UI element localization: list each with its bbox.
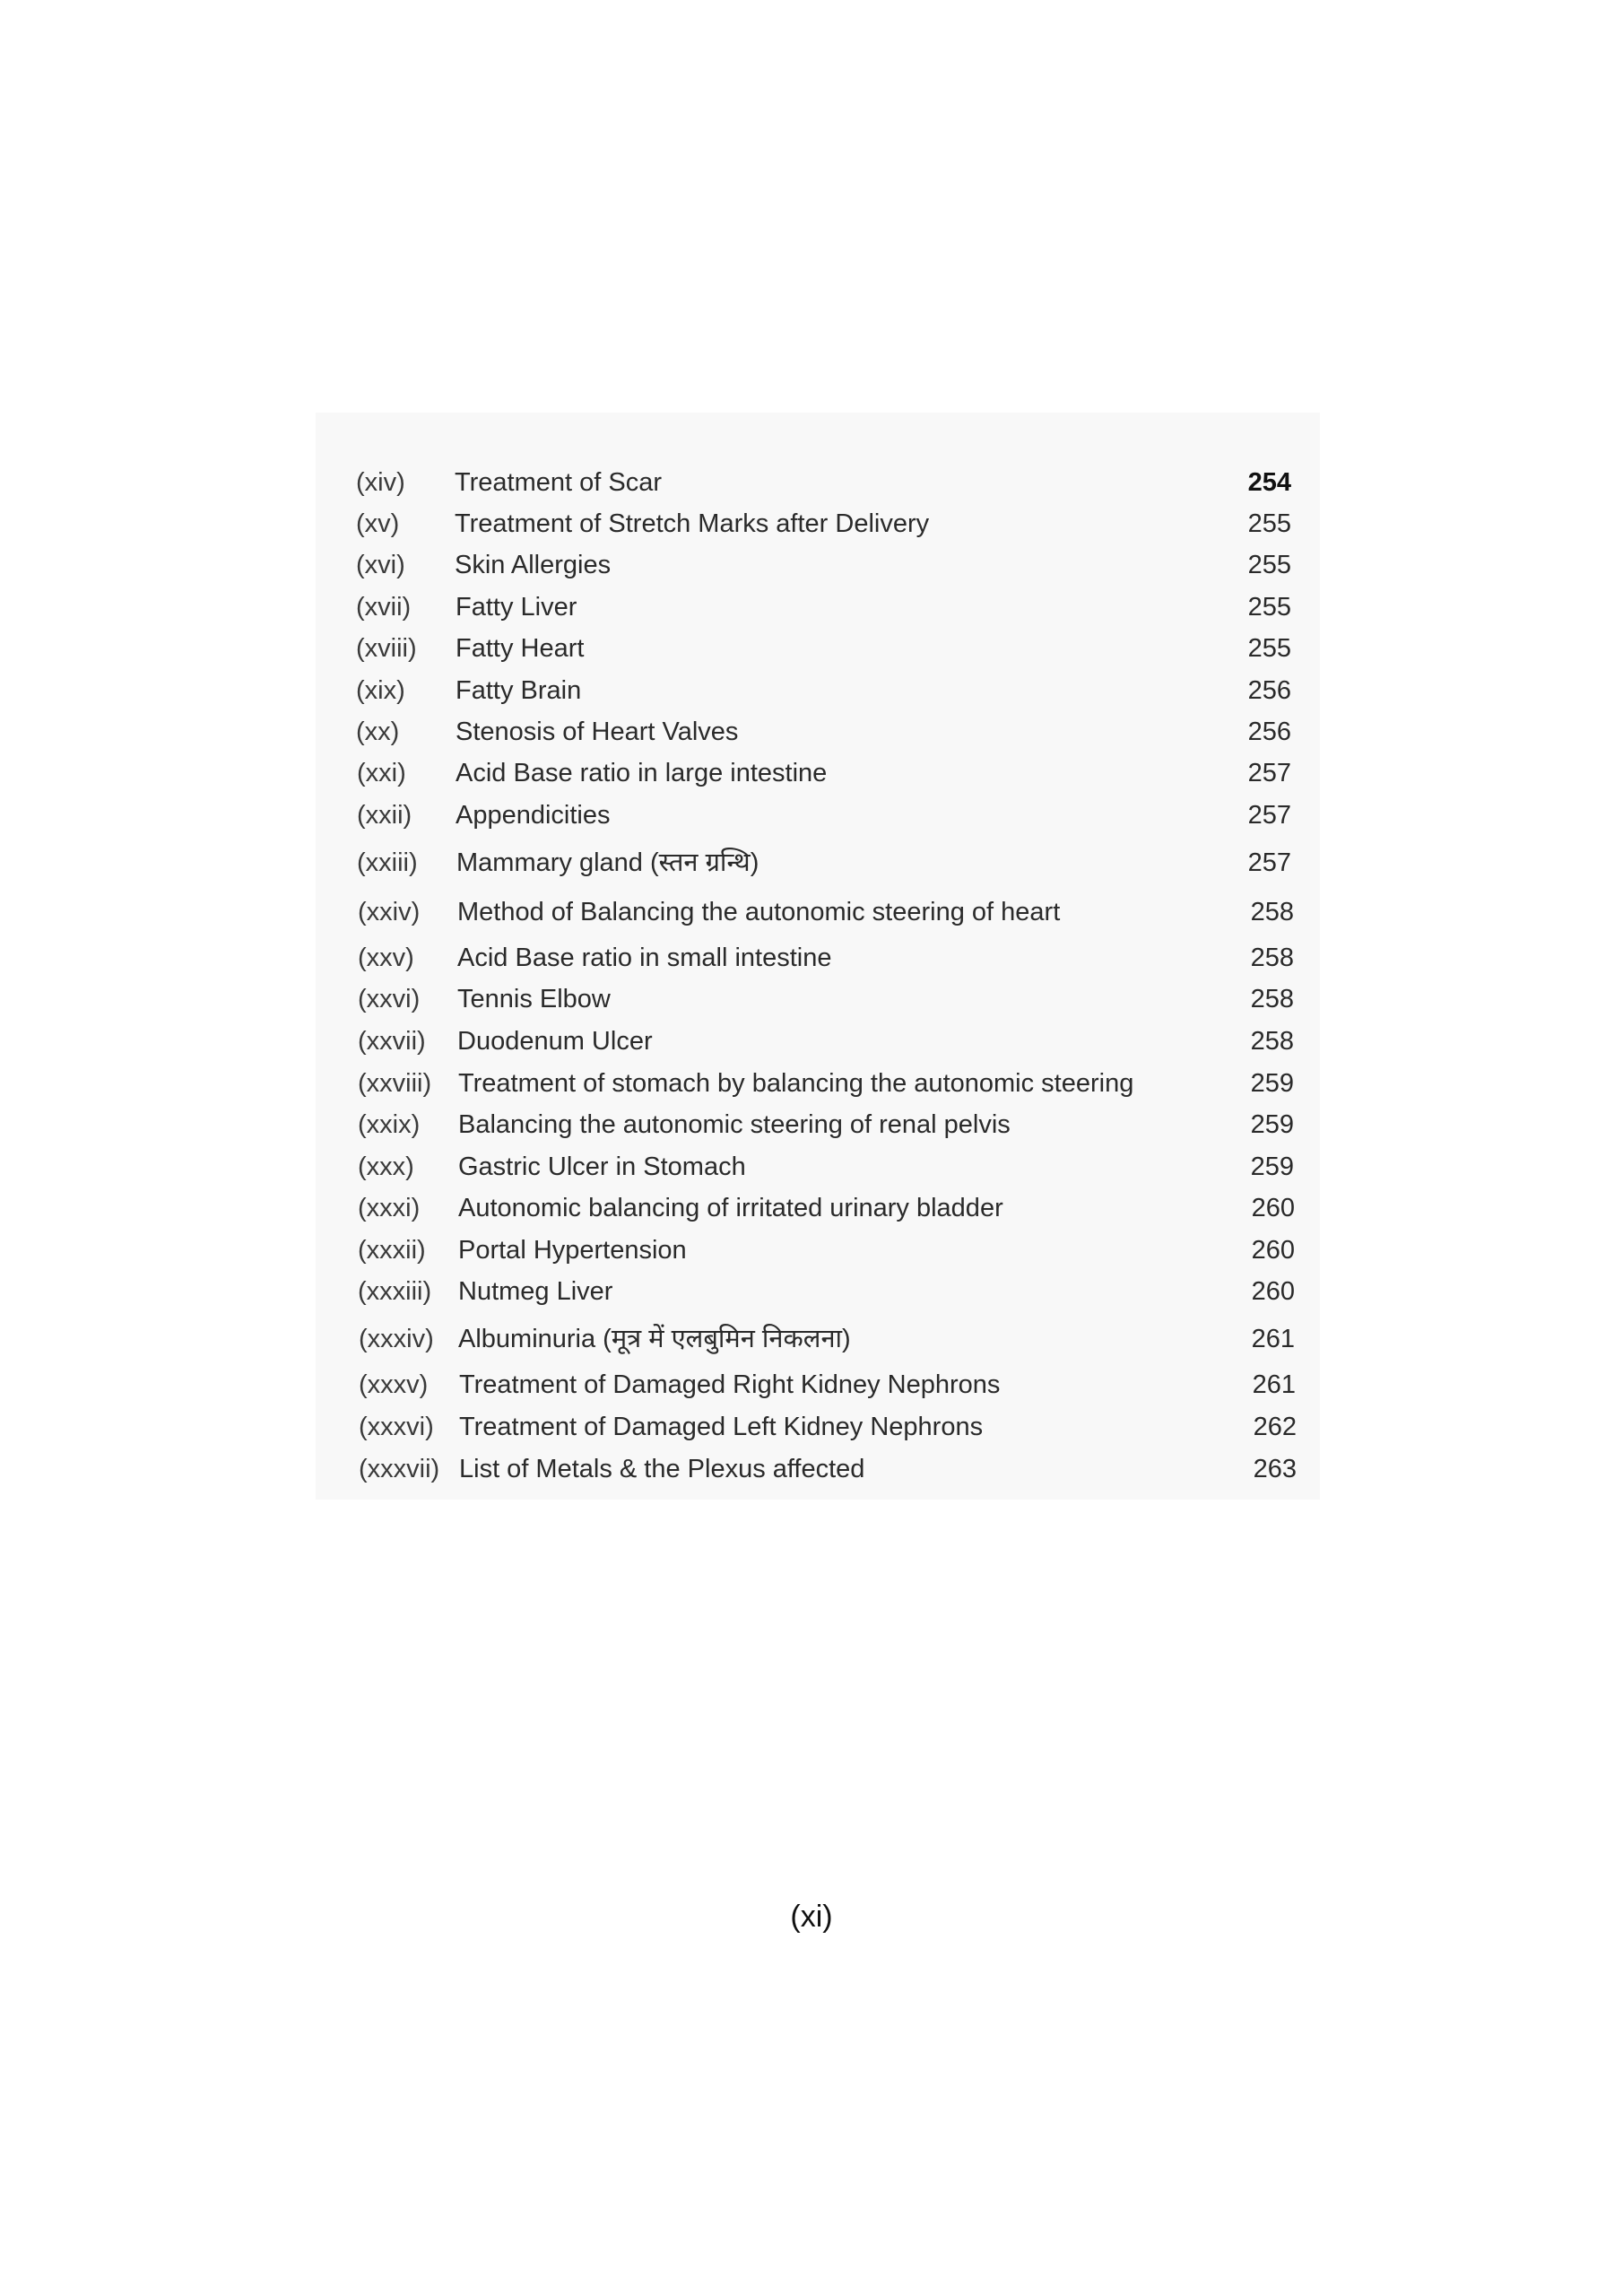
toc-entry-title: Treatment of Scar <box>455 468 663 497</box>
toc-entry-number: (xxxv) <box>359 1370 429 1399</box>
toc-entry-number: (xiv) <box>356 468 405 497</box>
toc-entry-page: 254 <box>1247 468 1291 497</box>
toc-entry-page: 260 <box>1251 1194 1295 1222</box>
toc-entry-page: 256 <box>1247 718 1291 746</box>
toc-entry-title: Method of Balancing the autonomic steering of heart <box>457 898 1061 926</box>
toc-entry-number: (xxii) <box>357 801 412 830</box>
toc-entry-number: (xxxiii) <box>358 1277 432 1306</box>
toc-entry-page: 258 <box>1250 944 1294 972</box>
toc-entry-page: 259 <box>1250 1069 1294 1098</box>
toc-entry-number: (xxvii) <box>358 1027 426 1056</box>
toc-entry-page: 259 <box>1250 1110 1294 1139</box>
toc-entry-page: 258 <box>1250 898 1294 926</box>
toc-entry-number: (xxxi) <box>358 1194 421 1222</box>
toc-entry-page: 259 <box>1250 1152 1294 1181</box>
toc-entry-number: (xxv) <box>358 944 414 972</box>
toc-entry-title: Autonomic balancing of irritated urinary bladder <box>458 1194 1003 1222</box>
toc-entry-page: 257 <box>1247 759 1291 787</box>
toc-entry-title: Portal Hypertension <box>458 1236 687 1265</box>
toc-entry-title: Mammary gland (स्तन ग्रन्थि) <box>456 848 759 877</box>
toc-entry-title: Treatment of Stretch Marks after Delivery <box>455 509 930 538</box>
toc-entry-number: (xx) <box>356 718 400 746</box>
toc-entry-title: Albuminuria (मूत्र में एलबुमिन निकलना) <box>458 1325 851 1353</box>
toc-entry-number: (xxxvii) <box>359 1455 440 1483</box>
toc-entry-page: 256 <box>1247 676 1291 705</box>
toc-entry-title: Gastric Ulcer in Stomach <box>458 1152 746 1181</box>
toc-entry-title: Acid Base ratio in large intestine <box>456 759 828 787</box>
toc-entry-page: 255 <box>1247 593 1291 622</box>
toc-entry-title: Tennis Elbow <box>457 985 611 1013</box>
toc-entry-page: 261 <box>1251 1325 1295 1353</box>
toc-entry-page: 260 <box>1251 1236 1295 1265</box>
toc-entry-title: Treatment of stomach by balancing the autonomic steering <box>458 1069 1134 1098</box>
toc-entry-number: (xxix) <box>358 1110 421 1139</box>
toc-entry-title: Skin Allergies <box>455 551 612 579</box>
toc-entry-title: Nutmeg Liver <box>458 1277 613 1306</box>
toc-entry-page: 255 <box>1247 551 1291 579</box>
toc-entry-number: (xxi) <box>357 759 406 787</box>
toc-entry-number: (xxx) <box>358 1152 414 1181</box>
toc-entry-title: Stenosis of Heart Valves <box>456 718 739 746</box>
toc-entry-number: (xv) <box>356 509 400 538</box>
page-number: (xi) <box>790 1900 833 1934</box>
toc-entry-number: (xviii) <box>356 634 417 663</box>
toc-entry-number: (xxiii) <box>357 848 418 877</box>
toc-entry-title: Fatty Heart <box>456 634 585 663</box>
toc-entry-number: (xxxiv) <box>359 1325 434 1353</box>
toc-entry-title: List of Metals & the Plexus affected <box>459 1455 865 1483</box>
toc-entry-number: (xxviii) <box>358 1069 432 1098</box>
toc-entry-title: Treatment of Damaged Left Kidney Nephrons <box>459 1413 984 1441</box>
toc-entry-title: Fatty Liver <box>456 593 577 622</box>
toc-entry-title: Duodenum Ulcer <box>457 1027 653 1056</box>
toc-entry-page: 257 <box>1247 801 1291 830</box>
toc-entry-number: (xxxvi) <box>359 1413 434 1441</box>
toc-entry-page: 255 <box>1247 509 1291 538</box>
toc-entry-number: (xvii) <box>356 593 412 622</box>
toc-entry-number: (xvi) <box>356 551 405 579</box>
toc-entry-page: 255 <box>1247 634 1291 663</box>
toc-entry-title: Acid Base ratio in small intestine <box>457 944 832 972</box>
toc-entry-title: Treatment of Damaged Right Kidney Nephrons <box>459 1370 1001 1399</box>
toc-entry-number: (xxxii) <box>358 1236 426 1265</box>
toc-entry-page: 262 <box>1253 1413 1297 1441</box>
toc-entry-number: (xix) <box>356 676 405 705</box>
toc-entry-title: Balancing the autonomic steering of renal pelvis <box>458 1110 1011 1139</box>
toc-entry-page: 260 <box>1251 1277 1295 1306</box>
toc-entry-page: 258 <box>1250 1027 1294 1056</box>
toc-entry-title: Appendicities <box>456 801 611 830</box>
toc-entry-page: 261 <box>1252 1370 1296 1399</box>
toc-entry-number: (xxiv) <box>358 898 421 926</box>
toc-entry-number: (xxvi) <box>358 985 421 1013</box>
toc-entry-title: Fatty Brain <box>456 676 582 705</box>
toc-entry-page: 257 <box>1247 848 1291 877</box>
toc-entry-page: 263 <box>1253 1455 1297 1483</box>
toc-entry-page: 258 <box>1250 985 1294 1013</box>
